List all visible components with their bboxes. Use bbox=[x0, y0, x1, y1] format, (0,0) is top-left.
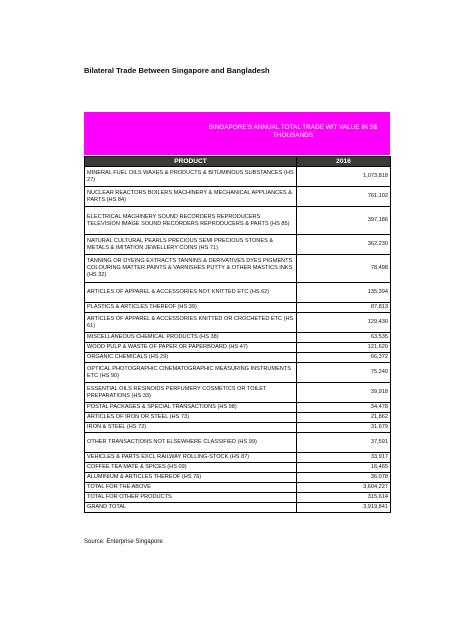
table-row bbox=[85, 463, 391, 473]
product-cell: ARTICLES OF APPAREL & ACCESSORIES NOT KNITTED ETC (HS 62) bbox=[85, 283, 297, 303]
product-cell: MISCELLANEOUS CHEMICAL PRODUCTS (HS 38) bbox=[85, 333, 297, 343]
product-cell: TOTAL FOR THE ABOVE bbox=[85, 483, 297, 493]
value-cell: 66,372 bbox=[297, 353, 391, 363]
product-cell: ELECTRICAL MACHINERY SOUND RECORDERS REPRODUCERS TELEVISION IMAGE SOUND RECORDERS REPRODUCERS & PARTS (HS 85) bbox=[85, 207, 297, 235]
product-cell: NUCLEAR REACTORS BOILERS MACHINERY & MECHANICAL APPLIANCES & PARTS (HS 84) bbox=[85, 187, 297, 207]
trade-table bbox=[84, 156, 391, 513]
product-cell: POSTAL PACKAGES & SPECIAL TRANSACTIONS (HS 98) bbox=[85, 403, 297, 413]
table-header-row bbox=[85, 157, 391, 167]
grand-total-row bbox=[85, 503, 391, 513]
product-cell: WOOD PULP & WASTE OF PAPER OR PAPERBOARD (HS 47) bbox=[85, 343, 297, 353]
header-banner bbox=[84, 112, 390, 155]
column-header-product: PRODUCT bbox=[85, 157, 297, 167]
table-row bbox=[85, 283, 391, 303]
value-cell: 362,230 bbox=[297, 235, 391, 255]
table-row bbox=[85, 333, 391, 343]
product-cell: VEHICLES & PARTS EXCL RAILWAY ROLLING-STOCK (HS 87) bbox=[85, 453, 297, 463]
table-row bbox=[85, 383, 391, 403]
table-row bbox=[85, 423, 391, 433]
value-cell: 34,478 bbox=[297, 403, 391, 413]
table-row bbox=[85, 473, 391, 483]
product-cell: MINERAL FUEL OILS WAXES & PRODUCTS & BITUMINOUS SUBSTANCES (HS 27) bbox=[85, 167, 297, 187]
table-row bbox=[85, 235, 391, 255]
product-cell: PLASTICS & ARTICLES THEREOF (HS 39) bbox=[85, 303, 297, 313]
value-cell: 21,862 bbox=[297, 413, 391, 423]
table-row bbox=[85, 255, 391, 283]
value-cell: 315,614 bbox=[297, 493, 391, 503]
product-cell: TANNING OR DYEING EXTRACTS TANNINS & DERIVATIVES DYES PIGMENTS COLOURING MATTER PAINTS & VARNISHES PUTTY & OTHER MASTICS INKS (HS 32) bbox=[85, 255, 297, 283]
table-row bbox=[85, 403, 391, 413]
product-cell: OTHER TRANSACTIONS NOT ELSEWHERE CLASSIFIED (HS 99) bbox=[85, 433, 297, 453]
product-cell: ORGANIC CHEMICALS (HS 29) bbox=[85, 353, 297, 363]
product-cell: IRON & STEEL (HS 72) bbox=[85, 423, 297, 433]
value-cell: 39,918 bbox=[297, 383, 391, 403]
table-row bbox=[85, 363, 391, 383]
value-cell: 16,465 bbox=[297, 463, 391, 473]
table-row bbox=[85, 207, 391, 235]
value-cell: 63,535 bbox=[297, 333, 391, 343]
value-cell: 75,240 bbox=[297, 363, 391, 383]
table-row bbox=[85, 187, 391, 207]
banner-text: SINGAPORE'S ANNUAL TOTAL TRADE WIT VALUE IN S$ THOUSANDS bbox=[208, 124, 378, 139]
table-row bbox=[85, 313, 391, 333]
total-row bbox=[85, 493, 391, 503]
value-cell: 37,591 bbox=[297, 433, 391, 453]
product-cell: OPTICAL PHOTOGRAPHIC CINEMATOGRAPHIC MEASURING INSTRUMENTS ETC (HS 90) bbox=[85, 363, 297, 383]
source-note: Source: Enterprise Singapore bbox=[84, 539, 163, 545]
value-cell: 36,078 bbox=[297, 473, 391, 483]
table-row bbox=[85, 303, 391, 313]
column-header-year: 2016 bbox=[297, 157, 391, 167]
table-row bbox=[85, 353, 391, 363]
document-title: Bilateral Trade Between Singapore and Bangladesh bbox=[84, 66, 270, 75]
product-cell: ARTICLES OF IRON OR STEEL (HS 73) bbox=[85, 413, 297, 423]
product-cell: ARTICLES OF APPAREL & ACCESSORIES KNITTED OR CROCHETED ETC (HS 61) bbox=[85, 313, 297, 333]
product-cell: TOTAL FOR OTHER PRODUCTS bbox=[85, 493, 297, 503]
product-cell: ESSENTIAL OILS RESINOIDS PERFUMERY COSMETICS OR TOILET PREPARATIONS (HS 33) bbox=[85, 383, 297, 403]
product-cell: GRAND TOTAL bbox=[85, 503, 297, 513]
total-row bbox=[85, 483, 391, 493]
value-cell: 121,620 bbox=[297, 343, 391, 353]
value-cell: 3,919,841 bbox=[297, 503, 391, 513]
value-cell: 135,394 bbox=[297, 283, 391, 303]
value-cell: 397,186 bbox=[297, 207, 391, 235]
table-row bbox=[85, 413, 391, 423]
value-cell: 1,073,818 bbox=[297, 167, 391, 187]
value-cell: 33,917 bbox=[297, 453, 391, 463]
value-cell: 31,679 bbox=[297, 423, 391, 433]
table-row bbox=[85, 433, 391, 453]
value-cell: 761,102 bbox=[297, 187, 391, 207]
product-cell: NATURAL CULTURAL PEARLS PRECIOUS SEMI PRECIOUS STONES & METALS & IMITATION JEWELLERY COINS (HS 71) bbox=[85, 235, 297, 255]
product-cell: COFFEE TEA MATE & SPICES (HS 09) bbox=[85, 463, 297, 473]
table-row bbox=[85, 453, 391, 463]
value-cell: 3,604,227 bbox=[297, 483, 391, 493]
table-row bbox=[85, 343, 391, 353]
table-row bbox=[85, 167, 391, 187]
product-cell: ALUMINIUM & ARTICLES THEREOF (HS 76) bbox=[85, 473, 297, 483]
value-cell: 87,813 bbox=[297, 303, 391, 313]
value-cell: 78,498 bbox=[297, 255, 391, 283]
value-cell: 129,430 bbox=[297, 313, 391, 333]
